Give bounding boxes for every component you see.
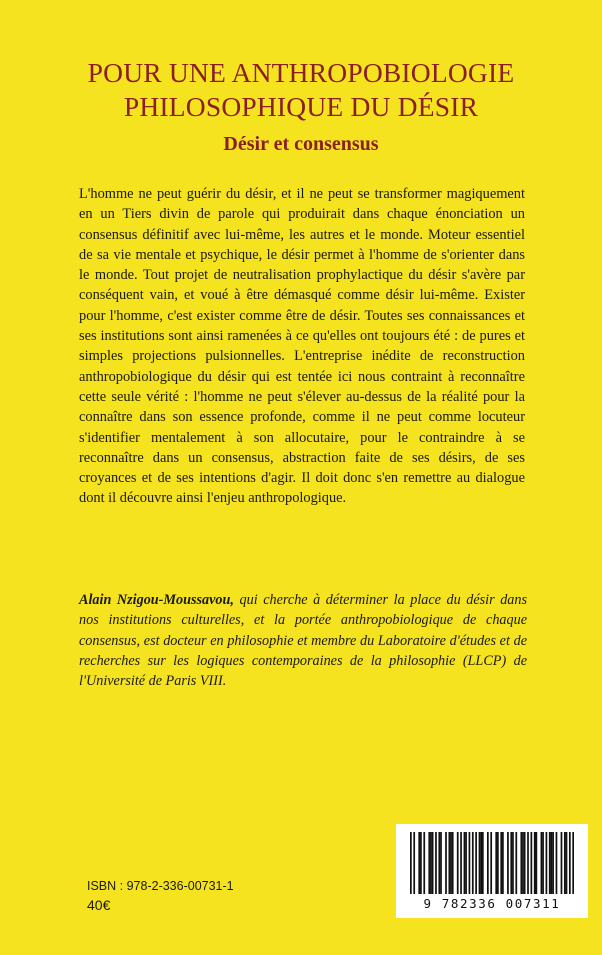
barcode-bar bbox=[452, 832, 454, 894]
barcode-bar bbox=[510, 832, 512, 894]
barcode-bar bbox=[440, 832, 442, 894]
barcode-bar bbox=[464, 832, 466, 894]
isbn: ISBN : 978-2-336-00731-1 bbox=[87, 879, 234, 893]
barcode-bar bbox=[534, 832, 536, 894]
barcode-bar bbox=[435, 832, 437, 894]
barcode-bar bbox=[502, 832, 504, 894]
barcode-bar bbox=[448, 832, 450, 894]
barcode-bar bbox=[410, 832, 412, 894]
barcode-bar bbox=[500, 832, 502, 894]
barcode-bar bbox=[541, 832, 543, 894]
barcode-bar bbox=[527, 832, 529, 894]
barcode-bar bbox=[428, 832, 430, 894]
barcode-bar bbox=[552, 832, 554, 894]
barcode-bar bbox=[512, 832, 514, 894]
barcode-bar bbox=[475, 832, 477, 894]
barcode-bar bbox=[520, 832, 522, 894]
barcode-bar bbox=[479, 832, 481, 894]
barcode-bars bbox=[410, 832, 574, 894]
author-name: Alain Nzigou-Moussavou, bbox=[79, 592, 234, 608]
barcode-bar bbox=[469, 832, 471, 894]
author-bio-text: qui cherche à déterminer la place du désir dans nos institutions culturelles, et la portée anthropobiologique de chaque consensus, est docteur en philosophie et membre du Laboratoire d'études et de recherches sur les logiques contemporaines de la philosophie (LLCP) de l'Université de Paris VIII. bbox=[79, 592, 527, 690]
barcode-bar bbox=[490, 832, 492, 894]
title-line-1: POUR UNE ANTHROPOBIOLOGIE bbox=[87, 57, 515, 88]
barcode-bar bbox=[522, 832, 524, 894]
barcode-bar bbox=[482, 832, 484, 894]
barcode-bar bbox=[569, 832, 571, 894]
title-line-2: PHILOSOPHIQUE DU DÉSIR bbox=[123, 91, 479, 122]
book-subtitle: Désir et consensus bbox=[223, 133, 379, 155]
barcode-bar bbox=[420, 832, 422, 894]
barcode-bar bbox=[465, 832, 467, 894]
barcode-bar bbox=[418, 832, 420, 894]
barcode-bar bbox=[507, 832, 509, 894]
barcode-bar bbox=[480, 832, 482, 894]
barcode-bar bbox=[566, 832, 568, 894]
barcode-bar bbox=[572, 832, 574, 894]
barcode-bar bbox=[472, 832, 474, 894]
barcode-digits: 9 782336 007311 bbox=[423, 896, 561, 911]
barcode-bar bbox=[524, 832, 526, 894]
barcode-bar bbox=[549, 832, 551, 894]
barcode-bar bbox=[445, 832, 447, 894]
barcode-bar bbox=[432, 832, 434, 894]
barcode-bar bbox=[556, 832, 558, 894]
book-title bbox=[0, 56, 602, 124]
barcode-bar bbox=[564, 832, 566, 894]
price: 40€ bbox=[87, 897, 111, 913]
barcode-bar bbox=[457, 832, 459, 894]
barcode-bar bbox=[495, 832, 497, 894]
barcode-bar bbox=[542, 832, 544, 894]
blurb-text: L'homme ne peut guérir du désir, et il ne peut se transformer magiquement en un Tiers divin de parole qui produirait dans chaque énonciation un consensus définitif avec lui-même, les autres et le monde. Moteur essentiel de sa vie mentale et psychique, le désir permet à l'homme de s'orienter dans le monde. Tout projet de neutralisation prophylactique du désir s'avère par conséquent vain, et voué à être démasqué comme désir lui-même. Exister pour l'homme, c'est exister comme être de désir. Toutes ses connaissances et ses institutions sont ainsi ramenées à ce qu'elles ont toujours été : de pures et simples projections pulsionnelles. L'entreprise inédite de reconstruction anthropobiologique du désir qui est tentée ici nous contraint à reconnaître cette seule vérité : l'homme ne peut s'élever au-dessus de la réalité pour la connaître dans son essence profonde, comme il ne peut comme locuteur s'identifier mentalement à son allocutaire, pour le contraindre à se reconnaître dans un consensus, abstraction faite de ses désirs, de ses croyances et de ses intentions d'agir. Il doit donc s'en remettre au dialogue dont il découvre ainsi l'enjeu anthropologique. bbox=[79, 186, 525, 507]
barcode-bar bbox=[497, 832, 499, 894]
barcode-bar bbox=[413, 832, 415, 894]
barcode-bar bbox=[536, 832, 538, 894]
barcode-bar bbox=[546, 832, 548, 894]
barcode-bar bbox=[487, 832, 489, 894]
barcode-bar bbox=[551, 832, 553, 894]
barcode-bar bbox=[438, 832, 440, 894]
barcode-bar bbox=[460, 832, 462, 894]
author-bio bbox=[79, 590, 527, 691]
barcode-bar bbox=[530, 832, 532, 894]
barcode-bar bbox=[450, 832, 452, 894]
barcode-bar bbox=[430, 832, 432, 894]
barcode-bar bbox=[515, 832, 517, 894]
barcode-bar bbox=[423, 832, 425, 894]
barcode bbox=[396, 824, 588, 918]
barcode-bar bbox=[561, 832, 563, 894]
